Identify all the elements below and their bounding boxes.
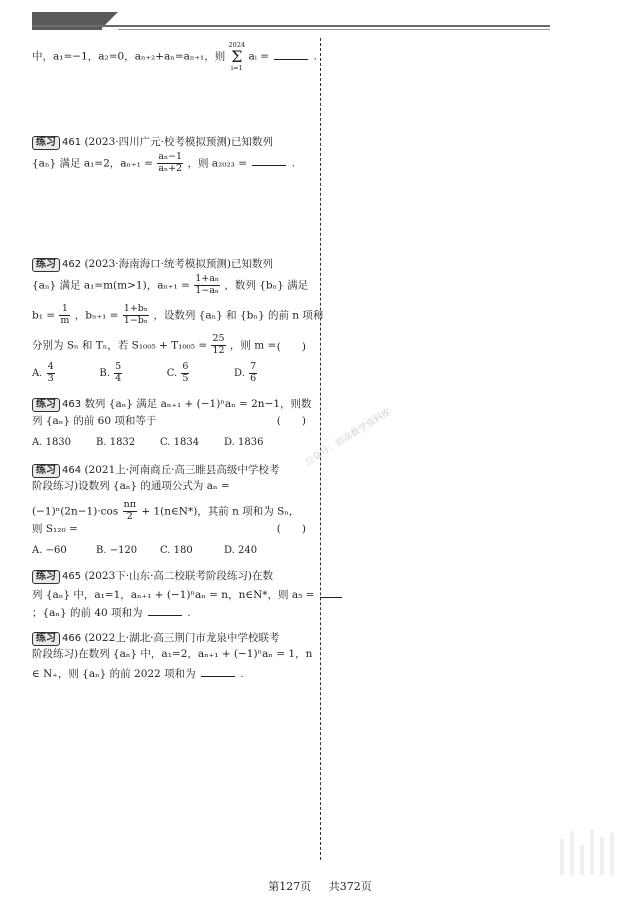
watermark: 公众号：初高数学资料库 <box>303 407 393 469</box>
fraction: $\frac{n\pi}{2}$ <box>123 499 136 522</box>
option-b: B. −120 <box>96 545 138 556</box>
option-a: A. $\frac{4}{3}$ <box>32 361 54 384</box>
exercise-number: 466 <box>62 633 82 644</box>
q461-line1: 练习 461 (2023·四川广元·校考模拟预测)已知数列 <box>32 136 273 150</box>
fraction: $\frac{\text{aₙ−1}}{\text{aₙ+2}}$ <box>158 151 183 174</box>
q462-line2: {aₙ} 满足 a₁=m(m>1)，aₙ₊₁ = $\frac{\text{1+aₙ}}{\text{1−aₙ}}$ ，数列 {bₙ} 满足 <box>32 273 309 296</box>
fraction: $\frac{4}{3}$ <box>47 361 54 384</box>
exercise-badge: 练习 <box>32 464 60 478</box>
option-d: D. 240 <box>224 545 258 556</box>
q462-line4: 分别为 Sₙ 和 Tₙ，若 S₁₀₀₅ + T₁₀₀₅ = $\frac{25}{12}$ ，则 m = ( ) <box>32 333 306 356</box>
exercise-number: 462 <box>62 259 82 270</box>
exercise-badge: 练习 <box>32 632 60 646</box>
answer-blank <box>252 156 286 166</box>
q466-line1: 练习 466 (2022上·湖北·高三荆门市龙泉中学校联考 <box>32 632 279 646</box>
answer-paren: ( ) <box>276 415 306 427</box>
exercise-badge: 练习 <box>32 136 60 150</box>
exercise-number: 461 <box>62 137 82 148</box>
q462-line3: b₁ = $\frac{1}{m}$ ，bₙ₊₁ = $\frac{\text{1+bₙ}}{\text{1−bₙ}}$ ，设数列 {aₙ} 和 {bₙ} 的前 n 项和 <box>32 303 324 326</box>
q465-line3: ；{aₙ} 的前 40 项和为 . <box>32 607 191 619</box>
answer-blank <box>201 667 235 677</box>
option-c: C. 1834 <box>160 437 200 448</box>
q463-line2: 列 {aₙ} 的前 60 项和等于 ( ) <box>32 415 306 427</box>
option-c: C. 180 <box>160 545 193 556</box>
answer-blank <box>274 50 308 60</box>
q465-line1: 练习 465 (2023下·山东·高二校联考阶段练习)在数 <box>32 570 273 584</box>
q460-line1: 中，a₁=−1，a₂=0，aₙ₊₂+aₙ=aₙ₊₁，则 2024 Σ i=1 aᵢ = . <box>32 41 317 72</box>
page-footer <box>0 878 640 894</box>
exercise-badge: 练习 <box>32 398 60 412</box>
fraction: $\frac{7}{6}$ <box>250 361 257 384</box>
option-a: A. −60 <box>32 545 67 556</box>
fraction: $\frac{\text{1+aₙ}}{\text{1−aₙ}}$ <box>195 273 220 296</box>
q462-line1: 练习 462 (2023·海南海口·统考模拟预测)已知数列 <box>32 258 273 272</box>
fraction: $\frac{\text{1+bₙ}}{\text{1−bₙ}}$ <box>123 303 148 326</box>
option-d: D. 1836 <box>224 437 264 448</box>
q464-line1: 练习 464 (2021上·河南商丘·高三睢县高级中学校考 <box>32 464 279 478</box>
q463-options <box>32 437 288 448</box>
q466-line2: 阶段练习)在数列 {aₙ} 中，a₁=2，aₙ₊₁ + (−1)ⁿaₙ = 1，n <box>32 648 313 660</box>
exercise-badge: 练习 <box>32 258 60 272</box>
answer-blank <box>148 606 182 616</box>
answer-paren: ( ) <box>276 523 306 535</box>
option-c: C. $\frac{6}{5}$ <box>166 361 189 384</box>
page-total: 共372页 <box>328 880 372 893</box>
answer-paren: ( ) <box>276 341 306 353</box>
exercise-number: 465 <box>62 571 82 582</box>
option-b: B. 1832 <box>96 437 136 448</box>
page-number: 第127页 <box>268 880 312 893</box>
option-b: B. $\frac{5}{4}$ <box>99 361 122 384</box>
exercise-number: 464 <box>62 465 82 476</box>
exercise-number: 463 <box>62 399 82 410</box>
option-d: D. $\frac{7}{6}$ <box>234 361 257 384</box>
q464-options <box>32 545 288 556</box>
fraction: $\frac{5}{4}$ <box>115 361 122 384</box>
corner-decoration <box>556 825 626 875</box>
exercise-badge: 练习 <box>32 570 60 584</box>
q462-options <box>32 362 298 385</box>
q464-line2: 阶段练习)设数列 {aₙ} 的通项公式为 aₙ = <box>32 480 230 492</box>
fraction: $\frac{6}{5}$ <box>182 361 189 384</box>
header-band <box>32 12 102 30</box>
option-a: A. 1830 <box>32 437 72 448</box>
answer-blank <box>320 588 342 598</box>
q464-line3: (−1)ⁿ(2n−1)·cos $\frac{n\pi}{2}$ + 1(n∈N*)，其前 n 项和为 Sₙ， <box>32 499 300 522</box>
summation-symbol: 2024 Σ i=1 <box>228 41 246 72</box>
q464-line4: 则 S₁₂₀ = ( ) <box>32 523 306 535</box>
fraction: $\frac{1}{m}$ <box>60 303 70 326</box>
q466-line3: ∈ N₊，则 {aₙ} 的前 2022 项和为 . <box>32 668 244 680</box>
q465-line2: 列 {aₙ} 中，a₁=1，aₙ₊₁ + (−1)ⁿaₙ = n，n∈N*，则 a₅ = <box>32 588 344 601</box>
header-rule-thin <box>118 29 550 30</box>
fraction: $\frac{25}{12}$ <box>212 333 225 356</box>
header-slant <box>100 12 118 30</box>
q463-line1: 练习 463 数列 {aₙ} 满足 aₙ₊₁ + (−1)ⁿaₙ = 2n−1，则数 <box>32 398 312 412</box>
q461-line2: {aₙ} 满足 a₁=2，aₙ₊₁ = $\frac{\text{aₙ−1}}{\text{aₙ+2}}$ ，则 a₂₀₂₃ = . <box>32 151 296 174</box>
header-rule <box>32 25 550 27</box>
